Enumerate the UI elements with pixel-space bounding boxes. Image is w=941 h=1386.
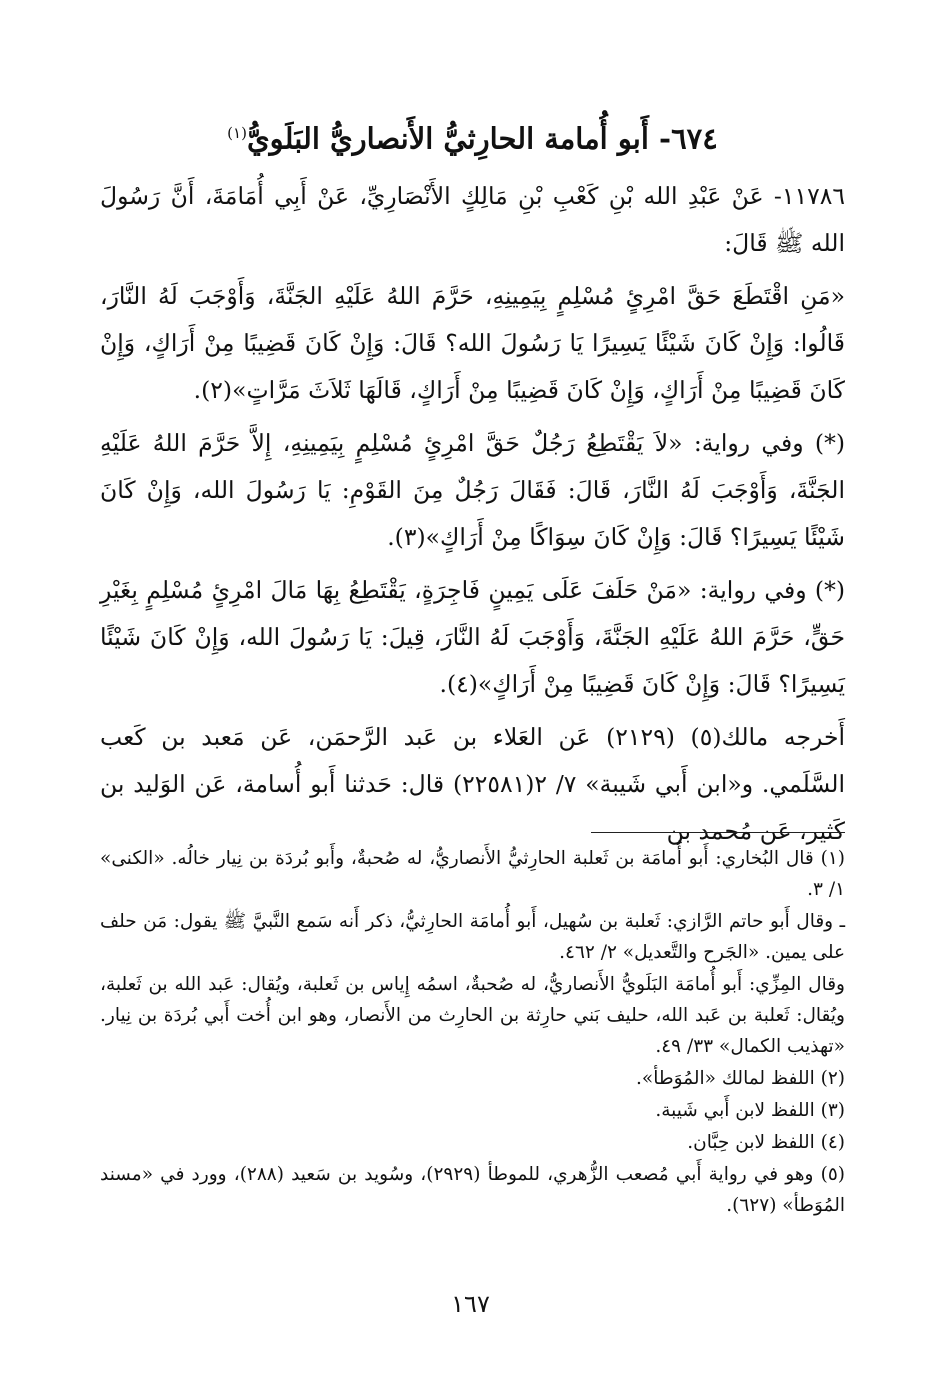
footnote: ـ وقال أَبو حاتم الرَّازي: ثَعلبة بن سُهيل، أَبو أُمامَة الحارِثيُّ، ذكر أَنه سَمع النَّبيَّ ﷺ يقول: مَن حلف على يمين. «الجَرح والتَّعديل» ٢/ ٤٦٢. [100, 911, 845, 963]
page-title [100, 105, 845, 167]
footnotes [100, 843, 845, 1222]
footnote-marker: (١) [227, 124, 247, 142]
takhrij-paragraph: أَخرجه مالك(٥) (٢١٢٩) عَن العَلاء بن عَبد الرَّحمَن، عَن مَعبد بن كَعب السَّلَمي. و«ابن أَبي شَيبة» ٧/ ٢(٢٢٥٨١) قال: حَدثنا أَبو أُسامة، عَن الوَليد بن كَثير، عَن مُحمد بن [100, 722, 846, 845]
main-content [100, 105, 845, 861]
hadith-text: «مَنِ اقْتَطَعَ حَقَّ امْرِئٍ مُسْلِمٍ بِيَمِينِهِ، حَرَّمَ اللهُ عَلَيْهِ الجَنَّةَ، وَأَوْجَبَ لَهُ النَّارَ، قَالُوا: وَإِنْ كَانَ شَيْئًا يَسِيرًا يَا رَسُولَ الله؟ قَالَ: وَإِنْ كَانَ قَضِيبًا مِنْ أَرَاكٍ، وَإِنْ كَانَ قَضِيبًا مِنْ أَرَاكٍ، وَإِنْ كَانَ قَضِيبًا مِنْ أَرَاكٍ، قَالَهَا ثَلاَثَ مَرَّاتٍ»(٢). [100, 281, 845, 404]
footnote: وقال المِزِّي: أَبو أُمامَة البَلَويُّ الأَنصاريُّ، له صُحبةٌ، اسمُه إِياس بن ثَعلبة، ويُقال: عَبد الله بن ثَعلبة، ويُقال: ثَعلبة بن عَبد الله، حليف بَني حارِثة بن الحارِث من الأَنصار، وهو ابن أُخت أَبي بُردَة بن نِيار. «تهذيب الكمال» ٣٣/ ٤٩. [100, 974, 845, 1057]
narration-variant: (*) وفي رواية: «مَنْ حَلَفَ عَلَى يَمِينٍ فَاجِرَةٍ، يَقْتَطِعُ بِهَا مَالَ امْرِئٍ مُسْلِمٍ بِغَيْرِ حَقٍّ، حَرَّمَ اللهُ عَلَيْهِ الجَنَّةَ، وَأَوْجَبَ لَهُ النَّارَ، قِيلَ: يَا رَسُولَ الله، وَإِنْ كَانَ شَيْئًا يَسِيرًا؟ قَالَ: وَإِنْ كَانَ قَضِيبًا مِنْ أَرَاكٍ»(٤). [100, 575, 845, 698]
footnote: (٢) اللفظ لمالك «المُوَطأ». [636, 1068, 845, 1089]
footnote-separator [591, 832, 845, 833]
footnote: (٤) اللفظ لابن حِبَّان. [687, 1132, 845, 1153]
page-number: ١٦٧ [451, 1290, 490, 1318]
footnote: (١) قال البُخاري: أَبو أُمامَة بن ثَعلبة الحارِثيُّ الأَنصاريُّ، له صُحبةٌ، وأَبو بُردَة بن نِيار خالُه. «الكنى» ١/ ٣. [100, 848, 845, 900]
title-text: ٦٧٤- أَبو أُمامة الحارِثيُّ الأَنصاريُّ البَلَويُّ [246, 121, 718, 156]
hadith-paragraph: ١١٧٨٦- عَنْ عَبْدِ الله بْنِ كَعْبِ بْنِ مَالِكٍ الأَنْصَارِيِّ، عَنْ أَبِي أُمَامَةَ، أَنَّ رَسُولَ الله ﷺ قَالَ: [100, 181, 845, 257]
footnote: (٥) وهو في رواية أَبي مُصعب الزُّهري، للموطأ (٢٩٢٩)، وسُويد بن سَعيد (٢٨٨)، وورد في «مسند المُوَطأ» (٦٢٧). [100, 1164, 845, 1216]
footnote: (٣) اللفظ لابن أَبي شَيبة. [655, 1100, 845, 1121]
narration-variant: (*) وفي رواية: «لاَ يَقْتَطِعُ رَجُلٌ حَقَّ امْرِئٍ مُسْلِمٍ بِيَمِينِهِ، إِلاَّ حَرَّمَ اللهُ عَلَيْهِ الجَنَّةَ، وَأَوْجَبَ لَهُ النَّارَ، قَالَ: فَقَالَ رَجُلٌ مِنَ القَوْمِ: يَا رَسُولَ الله، وَإِنْ كَانَ شَيْئًا يَسِيرًا؟ قَالَ: وَإِنْ كَانَ سِوَاكًا مِنْ أَرَاكٍ»(٣). [100, 428, 845, 551]
